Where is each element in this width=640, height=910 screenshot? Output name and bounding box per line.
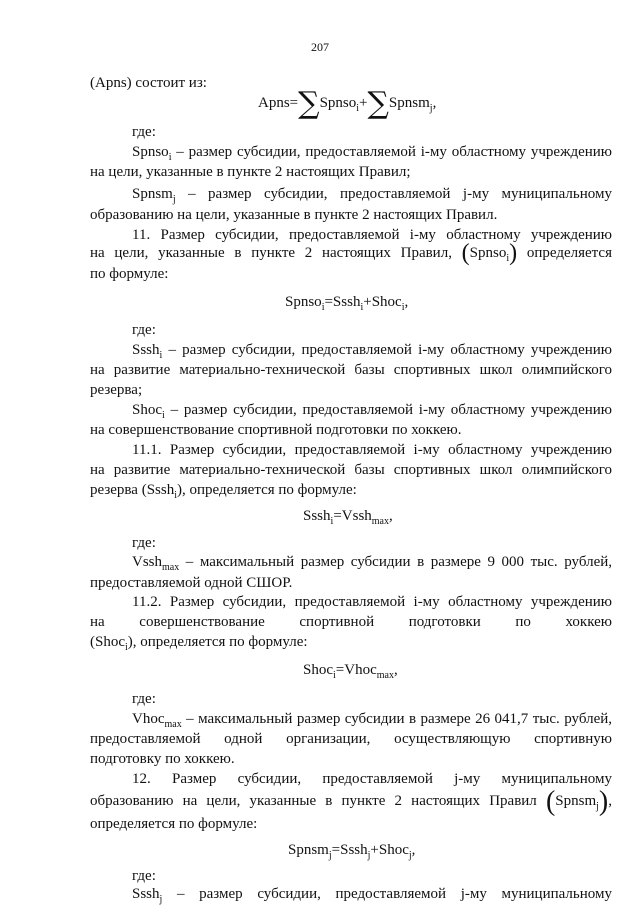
definition-line: Shoc$_i$ – размер субсидии, предоставляемой i-му областному учреждению (132, 402, 612, 421)
definition-line: Sssh$_j$ – размер субсидии, предоставляемой j-му муниципальному (132, 886, 612, 905)
text-line: предоставляемой одной СШОР. (90, 575, 293, 591)
text-line: резерва; (90, 382, 143, 398)
text-line: резерва (Sssh$_i$), определяется по формуле: (90, 482, 357, 501)
where-label: где: (132, 124, 156, 140)
text-line: на цели, указанные в пункте 2 настоящих Правил; (90, 164, 411, 180)
text-line: на совершенствование спортивной подготовки по хоккею (90, 614, 612, 630)
text-line: на совершенствование спортивной подготовки по хоккею. (90, 422, 462, 438)
paragraph-12: 12. Размер субсидии, предоставляемой j-му муниципальному (132, 771, 612, 787)
text-line: определяется по формуле: (90, 816, 258, 832)
formula-shoc: Shoc$_i$=Vhoc$_{max}$, (303, 662, 398, 681)
definition-line: Vhoc$_{max}$ – максимальный размер субсидии в размере 26 041,7 тыс. рублей, (132, 711, 612, 730)
paragraph-11: 11. Размер субсидии, предоставляемой i-му областному учреждению (132, 227, 612, 243)
sum-symbol: ∑ (298, 86, 320, 121)
paragraph-11-2: 11.2. Размер субсидии, предоставляемой i-му областному учреждению (132, 594, 612, 610)
text-line: на цели, указанные в пункте 2 настоящих Правил, (Spnso$_i$) определяется (90, 240, 612, 266)
formula-apns: Apns=∑Spnso$_i$+∑Spnsm$_j$, (258, 86, 437, 121)
where-label: где: (132, 535, 156, 551)
definition-line: Spnsm$_j$ – размер субсидии, предоставляемой j-му муниципальному (132, 186, 612, 205)
definition-line: Spnso$_i$ – размер субсидии, предоставляемой i-му областному учреждению (132, 144, 612, 163)
text-line: (Shoc$_i$), определяется по формуле: (90, 634, 308, 653)
text-line: подготовку по хоккею. (90, 751, 235, 767)
text-line: образованию на цели, указанные в пункте 2 настоящих Правил (Spnsm$_j$), (90, 786, 612, 817)
text-line: образованию на цели, указанные в пункте 2 настоящих Правил. (90, 207, 498, 223)
formula-spnso: Spnso$_i$=Sssh$_i$+Shoc$_i$, (285, 294, 409, 313)
page-number: 207 (311, 40, 329, 54)
text-line: по формуле: (90, 266, 169, 282)
formula-spnsm: Spnsm$_j$=Sssh$_j$+Shoc$_j$, (288, 842, 416, 861)
where-label: где: (132, 322, 156, 338)
where-label: где: (132, 868, 156, 884)
text-line: на развитие материально-технической базы спортивных школ олимпийского (90, 362, 612, 378)
definition-line: Vssh$_{max}$ – максимальный размер субсидии в размере 9 000 тыс. рублей, (132, 554, 612, 573)
text-line: (Apns) состоит из: (90, 75, 207, 91)
where-label: где: (132, 691, 156, 707)
definition-line: Sssh$_i$ – размер субсидии, предоставляемой i-му областному учреждению (132, 342, 612, 361)
text-line: предоставляемой одной организации, осуществляющую спортивную (90, 731, 612, 747)
text-line: на развитие материально-технической базы спортивных школ олимпийского (90, 462, 612, 478)
sum-symbol: ∑ (367, 86, 389, 121)
formula-sssh: Sssh$_i$=Vssh$_{max}$, (303, 508, 393, 527)
paragraph-11-1: 11.1. Размер субсидии, предоставляемой i-му областному учреждению (132, 442, 612, 458)
